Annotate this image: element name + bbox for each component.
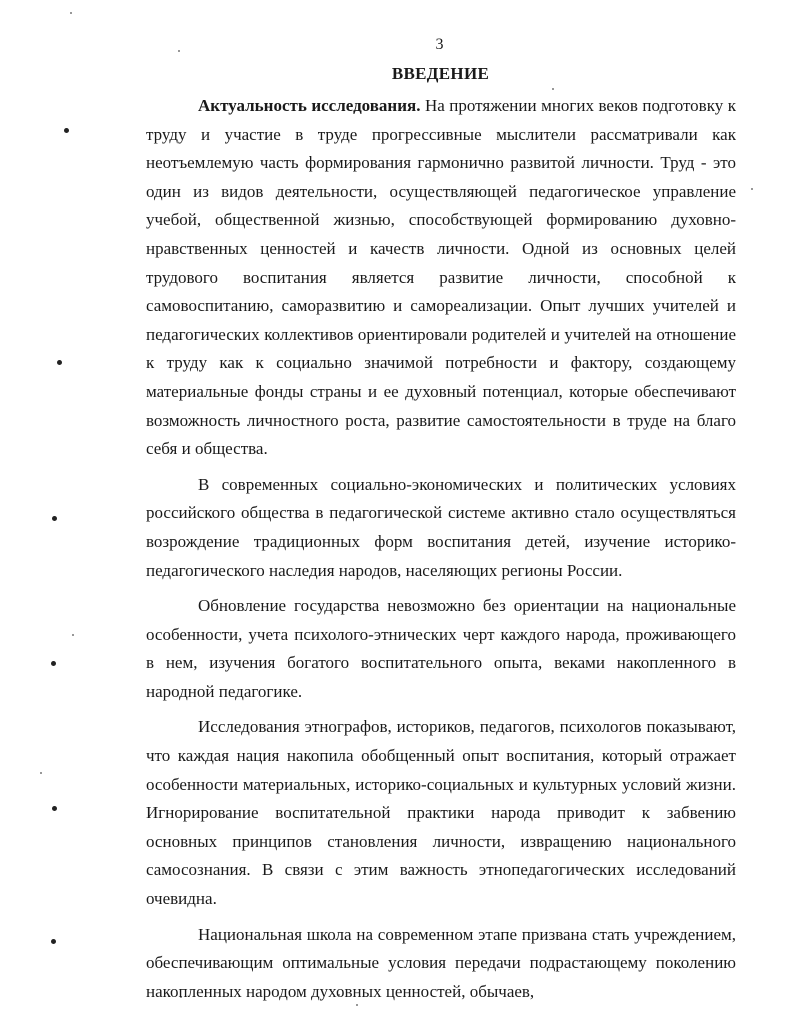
scan-dot-artifact <box>52 516 57 521</box>
paragraph <box>146 92 736 464</box>
page-number: 3 <box>435 36 444 53</box>
scan-dot-artifact <box>52 806 57 811</box>
paragraph: В современных социально-экономических и политических условиях российского общества в педагогической системе активно стало осуществляться возрождение традиционных форм воспитания детей, изучение историко-педагогического наследия народов, населяющих регионы России. <box>146 474 736 580</box>
scan-speck-artifact <box>40 772 42 774</box>
scan-speck-artifact <box>751 188 753 190</box>
scan-dot-artifact <box>64 128 69 133</box>
page-title: ВВЕДЕНИЕ <box>391 64 490 83</box>
paragraph: Национальная школа на современном этапе призвана стать учреждением, обеспечивающим оптимальные условия передачи подрастающему поколению накопленных народом духовных ценностей, обычаев, <box>146 924 736 1001</box>
paragraph-lead: Актуальность исследования. <box>198 96 421 115</box>
scan-speck-artifact <box>72 634 74 636</box>
scan-dot-artifact <box>51 661 56 666</box>
paragraph: Исследования этнографов, историков, педагогов, психологов показывают, что каждая нация накопила обобщенный опыт воспитания, который отражает особенности материальных, историко-социальных и культурных условий жизни. Игнорирование воспитательной практики народа приводит к забвению основных принципов становления личности, извращению национального самосознания. В связи с этим важность этнопедагогических исследований очевидна. <box>146 717 736 909</box>
scan-dot-artifact <box>51 939 56 944</box>
scan-speck-artifact <box>70 12 72 14</box>
body-text <box>146 92 736 1006</box>
scan-speck-artifact <box>552 88 554 90</box>
paragraph-text: На протяжении многих веков подготовку к труду и участие в труде прогрессивные мыслители рассматривали как неотъемлемую часть формирования гармонично развитой личности. Труд - это один из видов деятельности, осуществляющей педагогическое управление учебой, общественной жизнью, способствующей формированию духовно-нравственных ценностей и качеств личности. Одной из основных целей трудового воспитания является развитие личности, способной к самовоспитанию, саморазвитию и самореализации. Опыт лучших учителей и педагогических коллективов ориентировали родителей и учителей на отношение к труду как к социально значимой потребности и фактору, создающему материальные фонды страны и ее духовный потенциал, которые обеспечивают возможность личностного роста, развитие самостоятельности в труде на благо себя и общества. <box>146 96 736 459</box>
scan-dot-artifact <box>57 360 62 365</box>
paragraph: Обновление государства невозможно без ориентации на национальные особенности, учета психолого-этнических черт каждого народа, проживающего в нем, изучения богатого воспитательного опыта, веками накопленного в народной педагогике. <box>146 596 736 701</box>
